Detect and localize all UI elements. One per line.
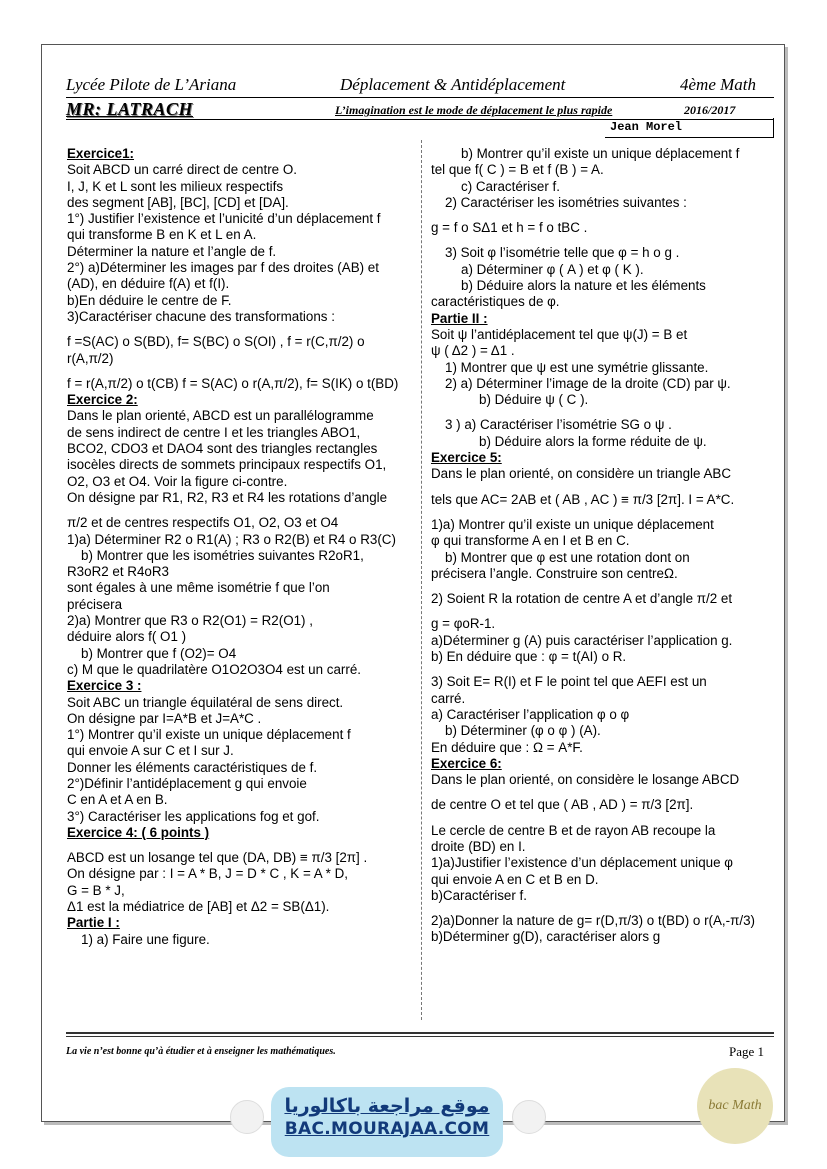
text-line: φ qui transforme A en I et B en C. <box>431 533 630 549</box>
text-line: 3) Soit φ l’isométrie telle que φ = h o g . <box>445 245 680 261</box>
text-line: Δ1 est la médiatrice de [AB] et Δ2 = SB(Δ1). <box>67 899 330 915</box>
text-line: f =S(AC) o S(BD), f= S(BC) o S(OI) , f = r(C,π/2) o r(A,π/2) <box>67 334 365 366</box>
exercise-title: Exercice 2: <box>67 392 138 408</box>
exercise-title: Partie II : <box>431 310 488 326</box>
text-line: b) Montrer que les isométries suivantes R2oR1, <box>81 547 364 563</box>
text-line: Dans le plan orienté, ABCD est un parallélogramme <box>67 408 374 424</box>
text-line: qui envoie A sur C et I sur J. <box>67 743 234 759</box>
spacer <box>431 607 771 616</box>
text-line: O2, O3 et O4. Voir la figure ci-contre. <box>67 473 288 489</box>
exercise-title: Exercice 3 : <box>67 678 142 694</box>
document-title: Déplacement & Antidéplacement <box>340 75 566 94</box>
text-line: 2)a)Donner la nature de g= r(D,π/3) o t(BD) o r(A,-π/3) <box>431 913 755 929</box>
header-quote: L’imagination est le mode de déplacement le plus rapide <box>335 103 613 117</box>
text-line: 2) Caractériser les isométries suivantes : <box>445 194 687 210</box>
text-line: C en A et A en B. <box>67 792 168 808</box>
text-line: R3oR2 et R4oR3 <box>67 564 169 580</box>
text-line: b) Déduire alors la nature et les éléments <box>461 278 706 294</box>
text-line: I, J, K et L sont les milieux respectifs <box>67 178 284 194</box>
left-logo-icon <box>230 1100 264 1134</box>
text-line: On désigne par I=A*B et J=A*C . <box>67 710 262 726</box>
spacer <box>431 408 771 417</box>
text-line: c) Caractériser f. <box>461 178 560 194</box>
text-line: isocèles directs de sommets principaux respectifs O1, <box>67 457 387 473</box>
site-name-arabic[interactable]: موقع مراجعة باكالوريا <box>284 1095 490 1117</box>
text-line: En déduire que : Ω = A*F. <box>431 739 583 755</box>
text-line: b) Montrer que φ est une rotation dont on <box>445 549 690 565</box>
text-line: b)Caractériser f. <box>431 887 527 903</box>
spacer <box>67 506 412 515</box>
footer-motto: La vie n’est bonne qu’à étudier et à enseigner les mathématiques. <box>66 1046 336 1057</box>
text-line: précisera <box>67 596 123 612</box>
text-line: b) Déduire alors la forme réduite de ψ. <box>479 433 707 449</box>
footer-rule <box>66 1032 774 1034</box>
text-line: déduire alors f( O1 ) <box>67 629 187 645</box>
text-line: Dans le plan orienté, on considère le losange ABCD <box>431 772 740 788</box>
text-line: b) Montrer qu’il existe un unique déplacement f <box>461 146 740 161</box>
exercise-title: Exercice 6: <box>431 755 502 771</box>
text-line: de centre O et tel que ( AB , AD ) = π/3 [2π]. <box>431 797 694 813</box>
spacer <box>431 236 771 245</box>
footer-rule-2 <box>66 1036 774 1037</box>
text-line: droite (BD) en I. <box>431 838 526 854</box>
text-line: 1) a) Faire une figure. <box>81 931 210 947</box>
quote-author: Jean Morel <box>605 118 774 138</box>
text-line: 3°) Caractériser les applications fog et gof. <box>67 808 320 824</box>
text-line: précisera l’angle. Construire son centreΩ. <box>431 565 678 581</box>
spacer <box>431 582 771 591</box>
text-line: b) Déduire ψ ( C ). <box>479 392 589 408</box>
text-line: tels que AC= 2AB et ( AB , AC ) ≡ π/3 [2π]. I = A*C. <box>431 491 735 507</box>
text-line: g = φoR-1. <box>431 616 496 632</box>
bac-math-badge: bac Math <box>697 1068 773 1144</box>
exercise-title: Exercice 5: <box>431 450 502 466</box>
text-line: Soit ABC un triangle équilatéral de sens direct. <box>67 694 344 710</box>
spacer <box>67 325 412 334</box>
text-line: Dans le plan orienté, on considère un triangle ABC <box>431 466 731 482</box>
text-line: ψ ( Δ2 ) = Δ1 . <box>431 343 515 359</box>
text-line: 1) Montrer que ψ est une symétrie glissante. <box>445 359 709 375</box>
text-line: 2°) a)Déterminer les images par f des droites (AB) et <box>67 260 379 276</box>
text-line: 3) Soit E= R(I) et F le point tel que AEFI est un <box>431 674 707 690</box>
text-line: Donner les éléments caractéristiques de f. <box>67 759 318 775</box>
text-line: tel que f( C ) = B et f (B ) = A. <box>431 162 604 178</box>
text-line: 1)a)Justifier l’existence d’un déplacement unique φ <box>431 855 733 871</box>
text-line: des segment [AB], [BC], [CD] et [DA]. <box>67 194 289 210</box>
column-divider <box>421 140 422 1020</box>
text-line: b) En déduire que : φ = t(AI) o R. <box>431 649 627 665</box>
exercise-title: Exercice 4: ( 6 points ) <box>67 824 210 840</box>
spacer <box>67 367 412 376</box>
text-line: qui envoie A en C et B en D. <box>431 871 599 887</box>
text-line: de sens indirect de centre I et les triangles ABO1, <box>67 424 361 440</box>
text-line: On désigne par : I = A * B, J = D * C , K = A * D, <box>67 866 348 882</box>
school-year: 2016/2017 <box>684 103 736 117</box>
text-line: carré. <box>431 690 466 706</box>
text-line: qui transforme B en K et L en A. <box>67 227 257 243</box>
spacer <box>431 211 771 220</box>
text-line: caractéristiques de φ. <box>431 294 560 310</box>
text-line: g = f o SΔ1 et h = f o tBC . <box>431 220 588 236</box>
right-column <box>431 146 771 946</box>
text-line: Le cercle de centre B et de rayon AB recoupe la <box>431 822 716 838</box>
text-line: 1°) Justifier l’existence et l’unicité d’un déplacement f <box>67 211 381 227</box>
text-line: ABCD est un losange tel que (DA, DB) ≡ π/3 [2π] . <box>67 850 368 866</box>
text-line: 3 ) a) Caractériser l’isométrie SG o ψ . <box>445 417 672 433</box>
text-line: 2) a) Déterminer l’image de la droite (CD) par ψ. <box>445 375 731 391</box>
exercise-title: Exercice1: <box>67 146 135 161</box>
text-line: 2°)Définir l’antidéplacement g qui envoie <box>67 775 307 791</box>
text-line: Déterminer la nature et l’angle de f. <box>67 243 277 259</box>
text-line: G = B * J, <box>67 882 125 898</box>
text-line: a)Déterminer g (A) puis caractériser l’application g. <box>431 632 733 648</box>
text-line: a) Déterminer φ ( A ) et φ ( K ). <box>461 261 644 277</box>
text-line: Soit ABCD un carré direct de centre O. <box>67 162 297 178</box>
right-logo-icon <box>512 1100 546 1134</box>
text-line: 1)a) Montrer qu’il existe un unique déplacement <box>431 516 714 532</box>
text-line: f = r(A,π/2) o t(CB) f = S(AC) o r(A,π/2), f= S(IK) o t(BD) <box>67 375 399 391</box>
text-line: 2)a) Montrer que R3 o R2(O1) = R2(O1) , <box>67 613 313 629</box>
page-number: Page 1 <box>729 1044 765 1059</box>
text-line: b) Déterminer (φ o φ ) (A). <box>445 723 601 739</box>
spacer <box>431 814 771 823</box>
text-line: 1)a) Déterminer R2 o R1(A) ; R3 o R2(B) et R4 o R3(C) <box>67 531 396 547</box>
text-line: Soit ψ l’antidéplacement tel que ψ(J) = B et <box>431 326 688 342</box>
left-column <box>67 146 412 948</box>
text-line: b) Montrer que f (O2)= O4 <box>81 645 237 661</box>
text-line: 2) Soient R la rotation de centre A et d’angle π/2 et <box>431 591 733 607</box>
class-level: 4ème Math <box>680 75 757 94</box>
text-line: a) Caractériser l’application φ o φ <box>431 706 630 722</box>
text-line: π/2 et de centres respectifs O1, O2, O3 et O4 <box>67 515 339 531</box>
text-line: BCO2, CDO3 et DAO4 sont des triangles rectangles <box>67 441 378 457</box>
text-line: sont égales à une même isométrie f que l’on <box>67 580 330 596</box>
school-name: Lycée Pilote de L’Ariana <box>66 75 237 94</box>
text-line: 3)Caractériser chacune des transformations : <box>67 308 335 324</box>
spacer <box>431 483 771 492</box>
text-line: 1°) Montrer qu’il existe un unique déplacement f <box>67 727 351 743</box>
spacer <box>431 904 771 913</box>
spacer <box>431 788 771 797</box>
text-line: b)En déduire le centre de F. <box>67 292 232 308</box>
header-rule <box>66 97 774 98</box>
spacer <box>67 841 412 850</box>
text-line: c) M que le quadrilatère O1O2O3O4 est un carré. <box>67 661 361 677</box>
text-line: b)Déterminer g(D), caractériser alors g <box>431 929 661 945</box>
spacer <box>431 508 771 517</box>
spacer <box>431 665 771 674</box>
text-line: (AD), en déduire f(A) et f(I). <box>67 276 230 292</box>
teacher-name: MR: LATRACH <box>66 99 194 119</box>
text-line: On désigne par R1, R2, R3 et R4 les rotations d’angle <box>67 489 388 505</box>
site-banner[interactable] <box>271 1087 503 1157</box>
exercise-title: Partie I : <box>67 915 120 931</box>
site-url[interactable]: BAC.MOURAJAA.COM <box>284 1119 490 1139</box>
